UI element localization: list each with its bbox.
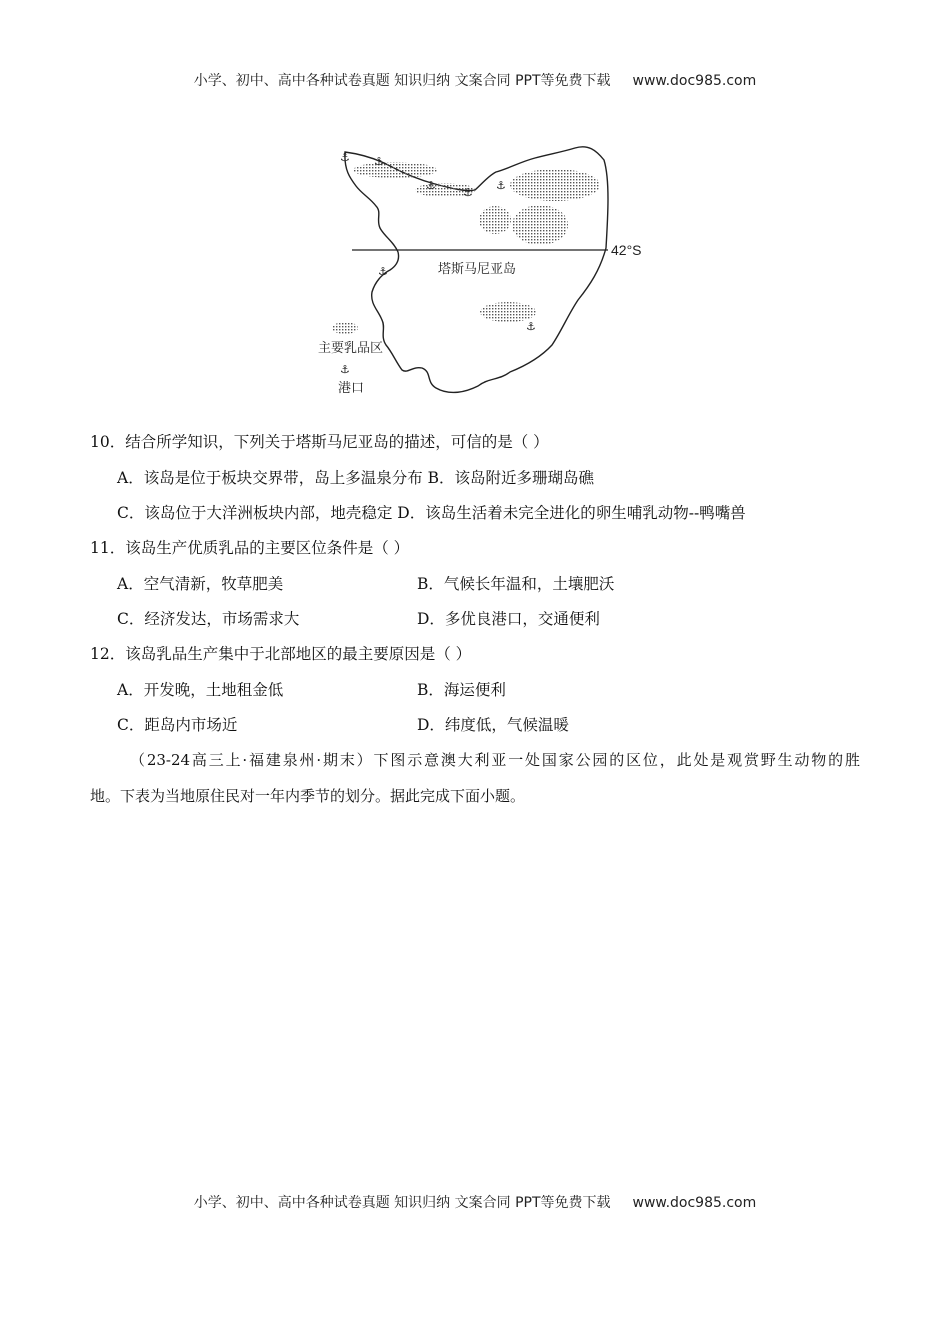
question-12-option-a: A．开发晚，土地租金低 xyxy=(117,681,284,699)
port-icon: ⚓ xyxy=(526,320,536,333)
latitude-label: 42°S xyxy=(611,242,642,258)
page-footer xyxy=(0,1192,950,1212)
intro-line-1: （23-24高三上·福建泉州·期末）下图示意澳大利亚一处国家公园的区位，此处是观赏野生动物的胜 xyxy=(130,751,860,769)
question-12-option-c: C．距岛内市场近 xyxy=(117,716,238,734)
header-url[interactable]: www.doc985.com xyxy=(632,73,757,89)
dairy-region xyxy=(510,169,600,201)
dairy-region xyxy=(479,206,511,234)
intro-paragraph xyxy=(90,742,860,814)
question-10-stem: 10．结合所学知识，下列关于塔斯马尼亚岛的描述，可信的是（ ） xyxy=(90,433,549,451)
port-icon: ⚓ xyxy=(378,265,388,278)
intro-line-2: 地。下表为当地原住民对一年内季节的划分。据此完成下面小题。 xyxy=(90,787,526,805)
question-11-option-a: A．空气清新，牧草肥美 xyxy=(117,575,284,593)
port-icon: ⚓ xyxy=(374,155,384,168)
question-12-stem: 12．该岛乳品生产集中于北部地区的最主要原因是（ ） xyxy=(90,645,472,663)
dairy-region xyxy=(512,205,568,245)
question-10-options-ab: A．该岛是位于板块交界带，岛上多温泉分布 B．该岛附近多珊瑚岛礁 xyxy=(117,469,595,487)
header-text: 小学、初中、高中各种试卷真题 知识归纳 文案合同 PPT等免费下载 xyxy=(193,73,611,89)
legend-dairy-swatch xyxy=(332,322,358,334)
port-icon: ⚓ xyxy=(426,179,436,192)
question-11-option-c: C．经济发达，市场需求大 xyxy=(117,610,300,628)
legend-port-icon: ⚓ xyxy=(340,363,350,376)
port-icon: ⚓ xyxy=(340,151,350,164)
question-11-option-b: B．气候长年温和，土壤肥沃 xyxy=(417,575,615,593)
port-icon: ⚓ xyxy=(496,179,506,192)
question-12-option-d: D．纬度低，气候温暖 xyxy=(417,716,569,734)
dairy-region xyxy=(480,302,536,322)
dairy-region xyxy=(353,162,437,178)
question-12-option-b: B．海运便利 xyxy=(417,681,506,699)
question-11-option-d: D．多优良港口，交通便利 xyxy=(417,610,600,628)
tasmania-map xyxy=(300,140,660,405)
question-10-options-cd: C．该岛位于大洋洲板块内部，地壳稳定 D．该岛生活着未完全进化的卵生哺乳动物--鸭嘴兽 xyxy=(117,504,746,522)
port-icon: ⚓ xyxy=(463,186,473,199)
legend-port-label: 港口 xyxy=(338,381,365,396)
page-header xyxy=(0,70,950,90)
question-11-stem: 11．该岛生产优质乳品的主要区位条件是（ ） xyxy=(90,539,410,557)
footer-url[interactable]: www.doc985.com xyxy=(632,1195,757,1211)
legend-dairy-label: 主要乳品区 xyxy=(318,341,384,356)
footer-text: 小学、初中、高中各种试卷真题 知识归纳 文案合同 PPT等免费下载 xyxy=(193,1195,611,1211)
island-label: 塔斯马尼亚岛 xyxy=(438,262,517,277)
